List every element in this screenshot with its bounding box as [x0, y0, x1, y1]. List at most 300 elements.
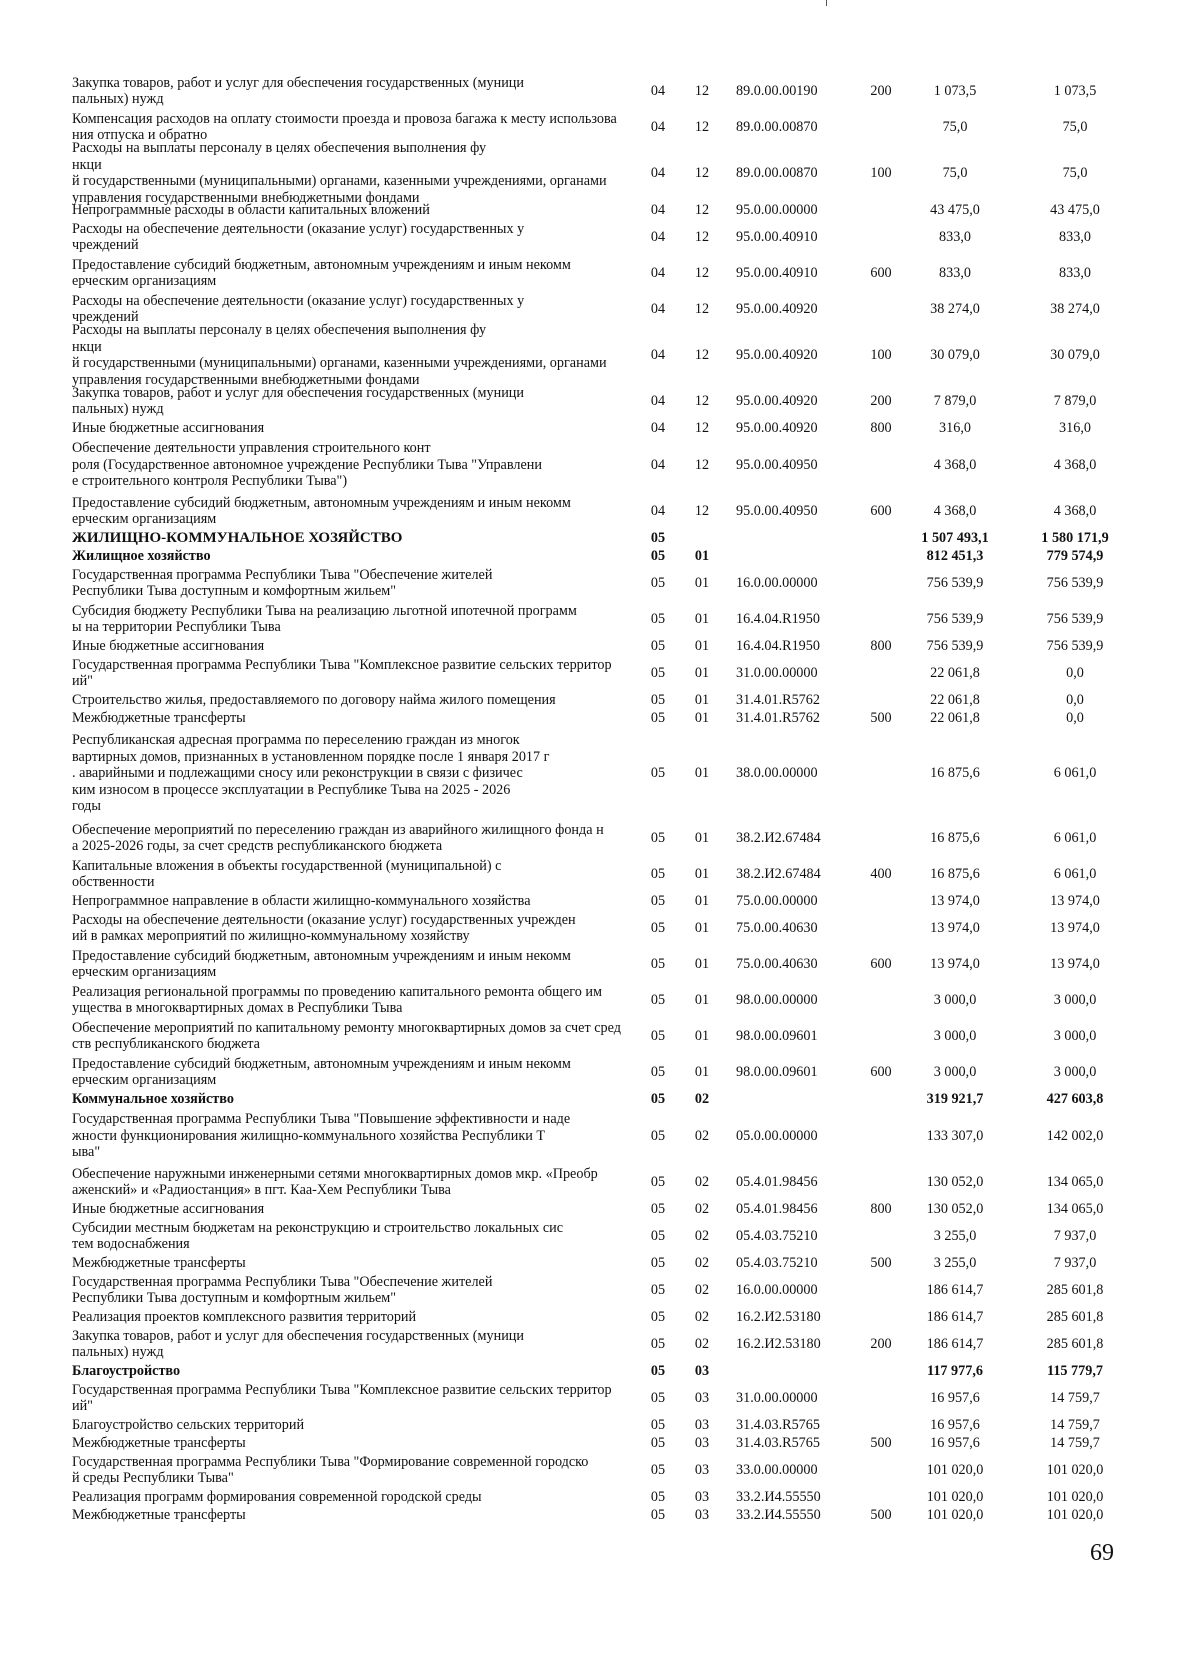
- target-article-code-cell: 89.0.00.00190: [736, 82, 818, 99]
- amount-2026-cell: 756 539,9: [926, 574, 984, 591]
- amount-2026-cell: 43 475,0: [930, 202, 980, 219]
- row-name-text: [72, 638, 264, 655]
- row-name-text: [72, 1507, 246, 1524]
- row-name-text: [72, 1274, 492, 1307]
- amount-2026-cell: 186 614,7: [926, 1281, 984, 1298]
- subsection-code-cell: 12: [694, 392, 710, 409]
- section-code-cell: 05: [650, 1335, 666, 1352]
- section-code-cell: 05: [650, 1461, 666, 1478]
- subsection-code-cell: 01: [694, 829, 710, 846]
- subsection-code-cell: 03: [694, 1417, 710, 1434]
- row-name-line: а 2025-2026 годы, за счет средств республиканского бюджета: [72, 838, 443, 854]
- section-code-cell: 05: [650, 1091, 666, 1108]
- subsection-code-cell: 01: [694, 664, 710, 681]
- row-name-text: [72, 1328, 524, 1361]
- amount-2026-cell: 16 875,6: [930, 865, 980, 882]
- section-code-cell: 04: [650, 392, 666, 409]
- target-article-code-cell: 05.0.00.00000: [736, 1127, 818, 1144]
- row-name-line: Непрограммное направление в области жилищно-коммунального хозяйства: [72, 893, 531, 910]
- table-row: [0, 857, 1200, 891]
- amount-2026-cell: 7 879,0: [933, 392, 977, 409]
- subsection-code-cell: 01: [694, 991, 710, 1008]
- row-name-line: Обеспечение мероприятий по капитальному ремонту многоквартирных домов за счет сред: [72, 1019, 621, 1036]
- table-row: [0, 1435, 1200, 1452]
- row-name-text: [72, 710, 246, 727]
- row-name-text: [72, 322, 632, 388]
- row-name-cell: [72, 1417, 632, 1434]
- row-name-line: Межбюджетные трансферты: [72, 1507, 246, 1524]
- expense-type-code-cell: [858, 292, 904, 326]
- expense-type-code-cell: 800: [870, 1201, 892, 1218]
- amount-2027-cell: 1 073,5: [1053, 82, 1097, 99]
- section-code-cell: 05: [650, 710, 666, 727]
- row-name-line: ий в рамках мероприятий по жилищно-коммунальному хозяйству: [72, 928, 470, 944]
- section-code-cell: 05: [650, 893, 666, 910]
- subsection-code-cell: 01: [694, 548, 710, 565]
- expense-type-code-cell: [858, 438, 904, 492]
- amount-2026-cell: 130 052,0: [926, 1201, 984, 1218]
- section-code-cell: 05: [650, 1255, 666, 1272]
- subsection-code-cell: 02: [694, 1091, 710, 1108]
- target-article-code-cell: 31.4.03.R5765: [736, 1435, 820, 1452]
- target-article-code-cell: 95.0.00.40920: [736, 420, 818, 437]
- table-row: [0, 566, 1200, 600]
- target-article-code-cell: 38.0.00.00000: [736, 765, 818, 782]
- expense-type-code-cell: 800: [870, 638, 892, 655]
- table-row: [0, 256, 1200, 290]
- row-name-cell: [72, 202, 632, 219]
- row-name-line: Благоустройство сельских территорий: [72, 1417, 305, 1434]
- row-name-text: [72, 1166, 598, 1199]
- amount-2026-cell: 130 052,0: [926, 1173, 984, 1190]
- row-name-cell: [72, 438, 632, 492]
- row-name-cell: [72, 947, 632, 981]
- section-code-cell: 04: [650, 202, 666, 219]
- section-code-cell: 05: [650, 610, 666, 627]
- row-name-cell: [72, 983, 632, 1017]
- row-name-cell: [72, 566, 632, 600]
- amount-2026-cell: 3 000,0: [933, 1063, 977, 1080]
- row-name-text: [72, 202, 430, 219]
- row-name-cell: [72, 692, 632, 709]
- target-article-code-cell: 95.0.00.40920: [736, 300, 818, 317]
- target-article-code-cell: [736, 1363, 858, 1380]
- subsection-code-cell: 12: [694, 346, 710, 363]
- target-article-code-cell: 95.0.00.40920: [736, 346, 818, 363]
- subsection-code-cell: 03: [694, 1389, 710, 1406]
- amount-2026-cell: 319 921,7: [926, 1091, 984, 1108]
- row-name-line: Республики Тыва доступным и комфортным жильем": [72, 583, 397, 599]
- row-name-cell: [72, 420, 632, 437]
- section-code-cell: 05: [650, 1127, 666, 1144]
- row-name-line: роля (Государственное автономное учреждение Республики Тыва "Управлени: [72, 456, 542, 473]
- row-name-text: [72, 732, 549, 815]
- amount-2027-cell: 3 000,0: [1053, 991, 1097, 1008]
- target-article-code-cell: 16.2.И2.53180: [736, 1309, 821, 1326]
- row-name-line: пальных) нужд: [72, 401, 164, 417]
- expense-type-code-cell: [858, 1165, 904, 1199]
- row-name-cell: [72, 1327, 632, 1361]
- row-name-line: Расходы на обеспечение деятельности (оказание услуг) государственных учрежден: [72, 911, 576, 928]
- row-name-text: [72, 1220, 563, 1253]
- amount-2027-cell: 75,0: [1062, 164, 1088, 181]
- row-name-text: [72, 692, 556, 709]
- table-row: [0, 1201, 1200, 1218]
- row-name-text: [72, 1056, 571, 1089]
- table-row: [0, 1055, 1200, 1089]
- amount-2027-cell: 427 603,8: [1046, 1091, 1104, 1108]
- amount-2026-cell: 117 977,6: [927, 1363, 983, 1380]
- expense-type-code-cell: [858, 220, 904, 254]
- table-row: [0, 438, 1200, 492]
- row-name-text: [72, 1201, 264, 1218]
- row-name-cell: [72, 602, 632, 636]
- table-row: [0, 692, 1200, 709]
- target-article-code-cell: 31.4.03.R5765: [736, 1417, 820, 1434]
- amount-2027-cell: 14 759,7: [1050, 1417, 1100, 1434]
- target-article-code-cell: 95.0.00.40910: [736, 228, 818, 245]
- amount-2026-cell: 13 974,0: [930, 955, 980, 972]
- expense-type-code-cell: [858, 1309, 904, 1326]
- row-name-line: Иные бюджетные ассигнования: [72, 1201, 265, 1218]
- amount-2027-cell: 0,0: [1066, 664, 1084, 681]
- row-name-cell: [72, 110, 632, 144]
- row-name-line: Государственная программа Республики Тыва "Повышение эффективности и наде: [72, 1111, 571, 1128]
- row-name-cell: [72, 140, 632, 206]
- table-row: [0, 1165, 1200, 1199]
- target-article-code-cell: 05.4.03.75210: [736, 1255, 818, 1272]
- amount-2027-cell: 115 779,7: [1047, 1363, 1103, 1380]
- section-code-cell: 05: [650, 1201, 666, 1218]
- row-name-text: [72, 912, 576, 945]
- expense-type-code-cell: [858, 983, 904, 1017]
- row-name-line: Государственная программа Республики Тыва "Формирование современной городско: [72, 1453, 589, 1470]
- amount-2026-cell: 13 974,0: [930, 919, 980, 936]
- amount-2027-cell: 14 759,7: [1050, 1435, 1100, 1452]
- row-name-text: [72, 567, 492, 600]
- expense-type-code-cell: [858, 548, 904, 565]
- expense-type-code-cell: [858, 692, 904, 709]
- target-article-code-cell: 95.0.00.40950: [736, 502, 818, 519]
- amount-2027-cell: 1 580 171,9: [1041, 530, 1109, 547]
- row-name-line: Субсидии местным бюджетам на реконструкцию и строительство локальных сис: [72, 1219, 564, 1236]
- amount-2027-cell: 7 879,0: [1053, 392, 1097, 409]
- expense-type-code-cell: 500: [870, 710, 892, 727]
- row-name-line: Закупка товаров, работ и услуг для обеспечения государственных (муници: [72, 1327, 524, 1344]
- section-code-cell: 05: [650, 1227, 666, 1244]
- subsection-code-cell: 03: [694, 1489, 710, 1506]
- target-article-code-cell: 75.0.00.40630: [736, 919, 818, 936]
- row-name-line: ий": [72, 1398, 93, 1414]
- amount-2026-cell: 833,0: [939, 264, 971, 281]
- expense-type-code-cell: 200: [870, 1335, 892, 1352]
- subsection-code-cell: 03: [694, 1435, 710, 1452]
- amount-2027-cell: 30 079,0: [1050, 346, 1100, 363]
- expense-type-code-cell: 200: [870, 82, 892, 99]
- row-name-text: [72, 1309, 416, 1326]
- target-article-code-cell: 75.0.00.00000: [736, 893, 818, 910]
- row-name-line: Обеспечение деятельности управления строительного конт: [72, 440, 431, 457]
- expense-type-code-cell: 600: [870, 955, 892, 972]
- target-article-code-cell: 38.2.И2.67484: [736, 829, 821, 846]
- amount-2026-cell: 316,0: [939, 420, 971, 437]
- section-code-cell: 05: [650, 1435, 666, 1452]
- subsection-code-cell: 12: [694, 82, 710, 99]
- row-name-line: Иные бюджетные ассигнования: [72, 638, 265, 655]
- amount-2027-cell: 7 937,0: [1053, 1255, 1097, 1272]
- expense-type-code-cell: 500: [870, 1255, 892, 1272]
- section-code-cell: 05: [650, 1507, 666, 1524]
- target-article-code-cell: 16.4.04.R1950: [736, 610, 820, 627]
- amount-2027-cell: 13 974,0: [1050, 955, 1100, 972]
- target-article-code-cell: 33.0.00.00000: [736, 1461, 818, 1478]
- row-name-cell: [72, 494, 632, 528]
- amount-2026-cell: 75,0: [942, 164, 968, 181]
- section-code-cell: 05: [650, 574, 666, 591]
- row-name-cell: [72, 1201, 632, 1218]
- subsection-code-cell: 01: [694, 692, 710, 709]
- row-name-cell: [72, 1273, 632, 1307]
- amount-2027-cell: 101 020,0: [1046, 1507, 1104, 1524]
- row-name-cell: [72, 384, 632, 418]
- table-row: [0, 1255, 1200, 1272]
- row-name-text: [72, 603, 577, 636]
- amount-2027-cell: 833,0: [1059, 264, 1091, 281]
- amount-2027-cell: 4 368,0: [1053, 502, 1097, 519]
- amount-2027-cell: 756 539,9: [1046, 638, 1104, 655]
- table-row: [0, 1453, 1200, 1487]
- table-row: [0, 1019, 1200, 1053]
- section-code-cell: 05: [650, 692, 666, 709]
- target-article-code-cell: 31.4.01.R5762: [736, 710, 820, 727]
- row-name-cell: [72, 1165, 632, 1199]
- table-row: [0, 322, 1200, 388]
- table-row: [0, 220, 1200, 254]
- target-article-code-cell: 31.4.01.R5762: [736, 692, 820, 709]
- row-name-line: нкци: [72, 338, 102, 355]
- expense-type-code-cell: 600: [870, 264, 892, 281]
- target-article-code-cell: 05.4.01.98456: [736, 1201, 818, 1218]
- table-row: [0, 140, 1200, 206]
- table-row: [0, 983, 1200, 1017]
- section-code-cell: 04: [650, 264, 666, 281]
- table-row: [0, 202, 1200, 219]
- expense-type-code-cell: [858, 1019, 904, 1053]
- amount-2027-cell: 756 539,9: [1046, 574, 1104, 591]
- row-name-line: й государственными (муниципальными) органами, казенными учреждениями, органами управления государственными внебюджетными фондами: [72, 173, 607, 206]
- section-code-cell: 05: [650, 548, 666, 565]
- row-name-line: Расходы на выплаты персоналу в целях обеспечения выполнения фу: [72, 140, 487, 156]
- section-code-cell: 05: [650, 991, 666, 1008]
- row-name-text: [72, 1363, 180, 1380]
- target-article-code-cell: 16.0.00.00000: [736, 574, 818, 591]
- target-article-code-cell: 98.0.00.00000: [736, 991, 818, 1008]
- amount-2026-cell: 756 539,9: [926, 610, 984, 627]
- table-row: [0, 1327, 1200, 1361]
- table-row: [0, 420, 1200, 437]
- subsection-code-cell: 03: [694, 1507, 710, 1524]
- amount-2027-cell: 14 759,7: [1050, 1389, 1100, 1406]
- expense-type-code-cell: [858, 1219, 904, 1253]
- row-name-cell: [72, 1019, 632, 1053]
- row-name-line: Реализация проектов комплексного развития территорий: [72, 1309, 417, 1326]
- row-name-text: [72, 948, 571, 981]
- target-article-code-cell: 89.0.00.00870: [736, 118, 818, 135]
- table-row: [0, 530, 1200, 547]
- row-name-line: аженский» и «Радиостанция» в пгт. Каа-Хем Республики Тыва: [72, 1182, 451, 1198]
- row-name-line: ким износом в процессе эксплуатации в Республике Тыва на 2025 - 2026: [72, 781, 511, 798]
- row-name-text: [72, 420, 264, 437]
- row-name-line: ы на территории Республики Тыва: [72, 619, 281, 635]
- row-name-text: [72, 495, 571, 528]
- amount-2027-cell: 3 000,0: [1053, 1063, 1097, 1080]
- amount-2026-cell: 756 539,9: [926, 638, 984, 655]
- amount-2027-cell: 101 020,0: [1046, 1461, 1104, 1478]
- row-name-line: годы: [72, 798, 101, 815]
- row-name-cell: [72, 728, 632, 819]
- row-name-cell: [72, 1363, 632, 1380]
- table-row: [0, 656, 1200, 690]
- row-name-text: [72, 858, 501, 891]
- row-name-line: й государственными (муниципальными) органами, казенными учреждениями, органами управления государственными внебюджетными фондами: [72, 355, 607, 388]
- subsection-code-cell: 12: [694, 456, 710, 473]
- expense-type-code-cell: 100: [870, 346, 892, 363]
- row-name-cell: [72, 1507, 632, 1524]
- table-row: [0, 602, 1200, 636]
- row-name-line: Закупка товаров, работ и услуг для обеспечения государственных (муници: [72, 384, 524, 401]
- row-name-text: [72, 1111, 570, 1161]
- row-name-line: Коммунальное хозяйство: [72, 1091, 234, 1108]
- row-name-line: Государственная программа Республики Тыва "Обеспечение жителей: [72, 1273, 493, 1290]
- amount-2026-cell: 16 957,6: [930, 1435, 980, 1452]
- amount-2027-cell: 6 061,0: [1053, 765, 1097, 782]
- table-row: [0, 548, 1200, 565]
- amount-2027-cell: 6 061,0: [1053, 865, 1097, 882]
- amount-2027-cell: 4 368,0: [1053, 456, 1097, 473]
- row-name-text: [72, 548, 211, 565]
- subsection-code-cell: 12: [694, 118, 710, 135]
- table-row: [0, 728, 1200, 819]
- subsection-code-cell: 01: [694, 1063, 710, 1080]
- amount-2026-cell: 22 061,8: [930, 664, 980, 681]
- section-code-cell: 04: [650, 456, 666, 473]
- scan-mark: [826, 0, 827, 6]
- amount-2027-cell: 7 937,0: [1053, 1227, 1097, 1244]
- subsection-code-cell: 12: [694, 264, 710, 281]
- row-name-cell: [72, 1219, 632, 1253]
- row-name-text: [72, 111, 617, 144]
- row-name-cell: [72, 893, 632, 910]
- row-name-line: Иные бюджетные ассигнования: [72, 420, 265, 437]
- row-name-line: Предоставление субсидий бюджетным, автономным учреждениям и иным некомм: [72, 256, 571, 273]
- table-row: [0, 494, 1200, 528]
- subsection-code-cell: 01: [694, 919, 710, 936]
- target-article-code-cell: 95.0.00.00000: [736, 202, 818, 219]
- row-name-line: е строительного контроля Республики Тыва"): [72, 473, 348, 490]
- row-name-line: Государственная программа Республики Тыва "Комплексное развитие сельских территор: [72, 656, 612, 673]
- table-row: [0, 292, 1200, 326]
- row-name-line: Благоустройство: [72, 1363, 181, 1380]
- amount-2026-cell: 16 957,6: [930, 1417, 980, 1434]
- row-name-cell: [72, 1381, 632, 1415]
- expense-type-code-cell: 500: [870, 1507, 892, 1524]
- table-row: [0, 638, 1200, 655]
- row-name-line: ий": [72, 673, 93, 689]
- target-article-code-cell: 75.0.00.40630: [736, 955, 818, 972]
- row-name-text: [72, 385, 524, 418]
- table-row: [0, 1363, 1200, 1380]
- target-article-code-cell: 16.4.04.R1950: [736, 638, 820, 655]
- subsection-code-cell: 12: [694, 228, 710, 245]
- subsection-code-cell: 12: [694, 164, 710, 181]
- row-name-cell: [72, 322, 632, 388]
- amount-2026-cell: 4 368,0: [933, 502, 977, 519]
- row-name-text: [72, 257, 571, 290]
- row-name-text: [72, 1091, 234, 1108]
- row-name-text: [72, 1489, 482, 1506]
- expense-type-code-cell: [858, 110, 904, 144]
- expense-type-code-cell: 800: [870, 420, 892, 437]
- row-name-line: ерческим организациям: [72, 273, 217, 289]
- section-code-cell: 04: [650, 228, 666, 245]
- row-name-line: Реализация региональной программы по проведению капитального ремонта общего им: [72, 983, 602, 1000]
- expense-type-code-cell: 600: [870, 502, 892, 519]
- row-name-cell: [72, 857, 632, 891]
- subsection-code-cell: 12: [694, 502, 710, 519]
- amount-2027-cell: 0,0: [1066, 710, 1084, 727]
- expense-type-code-cell: 400: [870, 865, 892, 882]
- amount-2027-cell: 285 601,8: [1046, 1309, 1104, 1326]
- row-name-text: [72, 140, 632, 206]
- subsection-code-cell: 02: [694, 1281, 710, 1298]
- row-name-cell: [72, 1435, 632, 1452]
- section-code-cell: 05: [650, 765, 666, 782]
- table-row: [0, 893, 1200, 910]
- section-code-cell: 04: [650, 502, 666, 519]
- row-name-line: Обеспечение наружными инженерными сетями многоквартирных домов мкр. «Преобр: [72, 1165, 598, 1182]
- amount-2026-cell: 101 020,0: [926, 1507, 984, 1524]
- amount-2027-cell: 142 002,0: [1046, 1127, 1104, 1144]
- row-name-text: [72, 440, 542, 490]
- amount-2027-cell: 756 539,9: [1046, 610, 1104, 627]
- row-name-text: [72, 1255, 246, 1272]
- expense-type-code-cell: [858, 530, 904, 547]
- amount-2027-cell: 316,0: [1059, 420, 1091, 437]
- amount-2027-cell: 3 000,0: [1053, 1027, 1097, 1044]
- amount-2026-cell: 101 020,0: [926, 1461, 984, 1478]
- row-name-line: тем водоснабжения: [72, 1236, 190, 1252]
- row-name-text: [72, 1454, 588, 1487]
- row-name-line: Непрограммные расходы в области капитальных вложений: [72, 202, 430, 219]
- section-code-cell: 05: [650, 1063, 666, 1080]
- target-article-code-cell: 95.0.00.40910: [736, 264, 818, 281]
- row-name-line: Государственная программа Республики Тыва "Комплексное развитие сельских территор: [72, 1381, 612, 1398]
- amount-2026-cell: 16 875,6: [930, 829, 980, 846]
- target-article-code-cell: 89.0.00.00870: [736, 164, 818, 181]
- amount-2026-cell: 133 307,0: [926, 1127, 984, 1144]
- row-name-text: [72, 657, 612, 690]
- section-code-cell: 05: [650, 1389, 666, 1406]
- row-name-text: [72, 530, 402, 547]
- row-name-cell: [72, 74, 632, 108]
- section-code-cell: 05: [650, 1173, 666, 1190]
- row-name-cell: [72, 821, 632, 855]
- row-name-cell: [72, 911, 632, 945]
- subsection-code-cell: [684, 530, 720, 547]
- expense-type-code-cell: [858, 1489, 904, 1506]
- amount-2026-cell: 13 974,0: [930, 893, 980, 910]
- amount-2027-cell: 13 974,0: [1050, 919, 1100, 936]
